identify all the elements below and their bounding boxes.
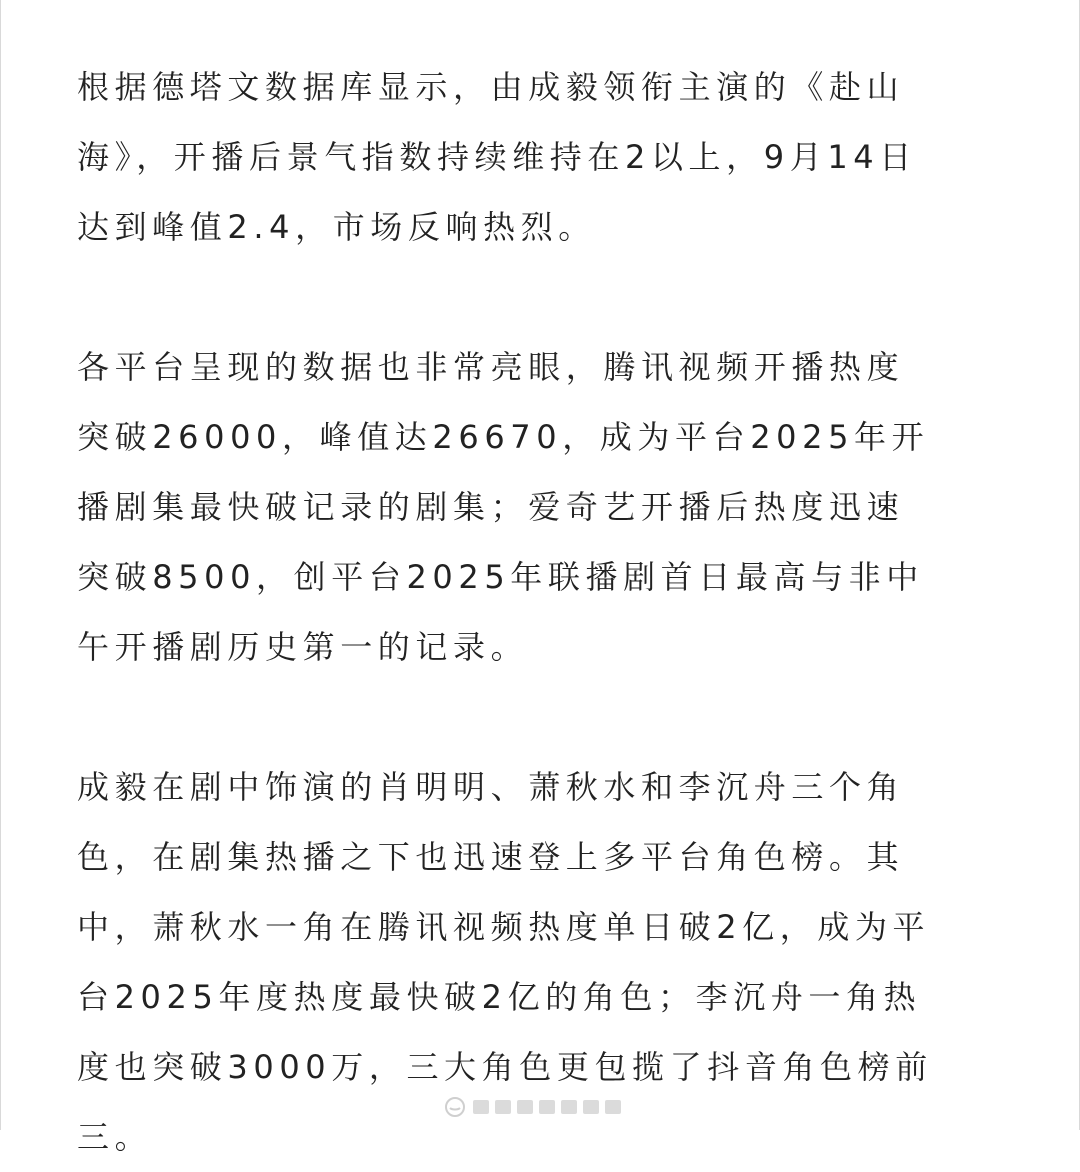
- paragraph-1-line-2: 海》，开播后景气指数持续维持在2以上，9月14日: [77, 138, 917, 176]
- paragraph-gap: [77, 682, 1009, 752]
- paragraph-3-line-5: 度也突破3000万，三大角色更包揽了抖音角色榜前: [77, 1048, 933, 1086]
- paragraph-2-line-1: 各平台呈现的数据也非常亮眼，腾讯视频开播热度: [77, 348, 905, 386]
- paragraph-2-line-5: 午开播剧历史第一的记录。: [77, 628, 529, 666]
- paragraph-1-line-1: 根据德塔文数据库显示，由成毅领衔主演的《赴山: [77, 68, 905, 106]
- article-body: [77, 52, 1009, 1172]
- paragraph-3-line-2: 色，在剧集热播之下也迅速登上多平台角色榜。其: [77, 838, 905, 876]
- paragraph-3-line-6: 三。: [77, 1118, 153, 1156]
- paragraph-1-line-3: 达到峰值2.4，市场反响热烈。: [77, 208, 596, 246]
- paragraph-2-line-3: 播剧集最快破记录的剧集；爱奇艺开播后热度迅速: [77, 488, 905, 526]
- paragraph-3-line-3: 中，萧秋水一角在腾讯视频热度单日破2亿，成为平: [77, 908, 931, 946]
- weibo-watermark-icon: [443, 1095, 633, 1119]
- paragraph-2-line-2: 突破26000，峰值达26670，成为平台2025年开: [77, 418, 930, 456]
- paragraph-3-line-1: 成毅在剧中饰演的肖明明、萧秋水和李沉舟三个角: [77, 768, 905, 806]
- paragraph-2-line-4: 突破8500，创平台2025年联播剧首日最高与非中: [77, 558, 924, 596]
- paragraph-3-line-4: 台2025年度热度最快破2亿的角色；李沉舟一角热: [77, 978, 922, 1016]
- paragraph-gap: [77, 262, 1009, 332]
